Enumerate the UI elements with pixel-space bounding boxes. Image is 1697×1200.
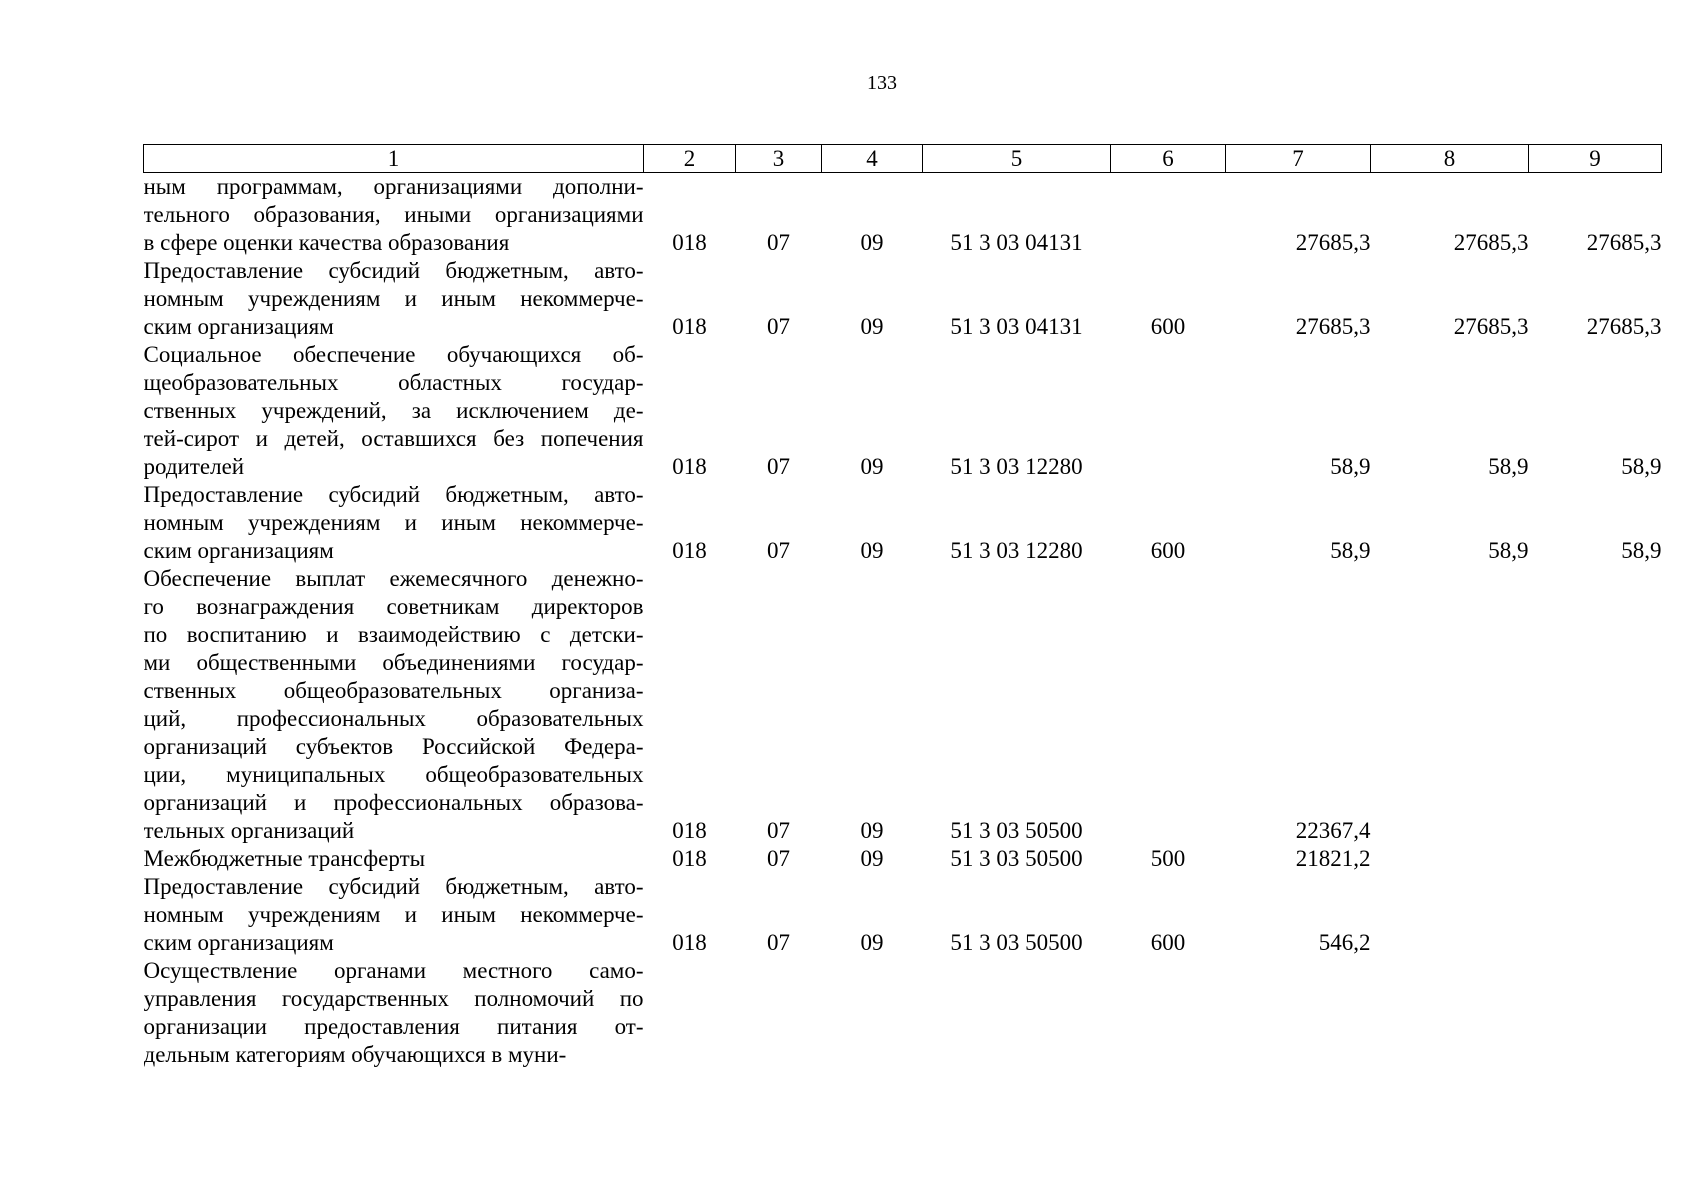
- amount-year-2: 58,9: [1488, 538, 1529, 563]
- expense-type-code: 600: [1150, 538, 1186, 563]
- section-code: 07: [767, 930, 790, 955]
- header-col-4: 4: [822, 145, 923, 173]
- amount-year-3: 58,9: [1621, 454, 1662, 479]
- target-article-code: 51 3 03 50500: [950, 930, 1083, 955]
- subsection-code: 09: [860, 230, 884, 255]
- header-col-9: 9: [1529, 145, 1662, 173]
- table-row: [144, 957, 1662, 1069]
- subsection-code: 09: [860, 846, 884, 871]
- description-line: тей-сирот и детей, оставшихся без попечения: [143, 426, 644, 451]
- description-line: Социальное обеспечение обучающихся об-: [143, 342, 644, 367]
- description-line: щеобразовательных областных государ-: [143, 370, 644, 395]
- subsection-code: 09: [860, 930, 884, 955]
- amount-year-1: 27685,3: [1295, 314, 1371, 339]
- table-body: [144, 173, 1662, 1070]
- ministry-code: 018: [672, 846, 707, 871]
- description-line: ским организациям: [143, 930, 334, 955]
- expense-type-code: 600: [1150, 314, 1186, 339]
- description-line: го вознаграждения советникам директоров: [143, 594, 644, 619]
- row-description: [144, 341, 644, 481]
- header-col-8: 8: [1371, 145, 1529, 173]
- subsection-code: 09: [860, 314, 884, 339]
- target-article-code: [923, 957, 1111, 1069]
- description-line: организации предоставления питания от-: [143, 1014, 644, 1039]
- description-line: Предоставление субсидий бюджетным, авто-: [143, 258, 644, 283]
- description-line: управления государственных полномочий по: [143, 986, 644, 1011]
- row-description: [144, 873, 644, 957]
- section-code: 07: [767, 818, 790, 843]
- amount-year-3: [1529, 957, 1662, 1069]
- expense-type-code: [1111, 341, 1226, 481]
- amount-year-1: 58,9: [1330, 454, 1371, 479]
- amount-year-3: [1529, 845, 1662, 873]
- amount-year-3: 27685,3: [1586, 314, 1662, 339]
- row-description: [144, 565, 644, 845]
- expense-type-code: [1111, 173, 1226, 258]
- target-article-code: 51 3 03 12280: [950, 454, 1083, 479]
- target-article-code: 51 3 03 50500: [950, 846, 1083, 871]
- header-col-6: 6: [1111, 145, 1226, 173]
- section-code: 07: [767, 454, 790, 479]
- subsection-code: 09: [860, 454, 884, 479]
- expense-type-code: [1111, 957, 1226, 1069]
- subsection-code: 09: [860, 538, 884, 563]
- header-col-5: 5: [923, 145, 1111, 173]
- amount-year-1: 27685,3: [1295, 230, 1371, 255]
- description-line: номным учреждениям и иным некоммерче-: [143, 902, 644, 927]
- section-code: 07: [767, 846, 790, 871]
- amount-year-2: [1371, 957, 1529, 1069]
- amount-year-1: 546,2: [1318, 930, 1371, 955]
- header-col-1: 1: [144, 145, 644, 173]
- amount-year-2: 27685,3: [1453, 314, 1529, 339]
- description-line: номным учреждениям и иным некоммерче-: [143, 510, 644, 535]
- ministry-code: 018: [672, 818, 707, 843]
- description-line: Предоставление субсидий бюджетным, авто-: [143, 482, 644, 507]
- description-line: родителей: [143, 454, 245, 479]
- description-line: Осуществление органами местного само-: [143, 958, 644, 983]
- description-line: тельных организаций: [143, 818, 355, 843]
- amount-year-3: [1529, 873, 1662, 957]
- ministry-code: 018: [672, 930, 707, 955]
- expense-type-code: [1111, 565, 1226, 845]
- description-line: по воспитанию и взаимодействию с детски-: [143, 622, 644, 647]
- table-row: [144, 481, 1662, 565]
- ministry-code: 018: [672, 230, 707, 255]
- amount-year-1: 58,9: [1330, 538, 1371, 563]
- description-line: ственных общеобразовательных организа-: [143, 678, 644, 703]
- target-article-code: 51 3 03 04131: [950, 230, 1083, 255]
- target-article-code: 51 3 03 04131: [950, 314, 1083, 339]
- budget-table: [143, 144, 1662, 1069]
- description-line: в сфере оценки качества образования: [143, 230, 510, 255]
- amount-year-3: 58,9: [1621, 538, 1662, 563]
- description-line: ций, профессиональных образовательных: [143, 706, 644, 731]
- ministry-code: 018: [672, 454, 707, 479]
- amount-year-2: [1371, 565, 1529, 845]
- table-row: [144, 565, 1662, 845]
- description-line: организаций и профессиональных образова-: [143, 790, 644, 815]
- amount-year-3: [1529, 565, 1662, 845]
- target-article-code: 51 3 03 50500: [950, 818, 1083, 843]
- description-line: Обеспечение выплат ежемесячного денежно-: [143, 566, 644, 591]
- row-description: [144, 481, 644, 565]
- section-code: 07: [767, 538, 790, 563]
- expense-type-code: 500: [1150, 846, 1186, 871]
- row-description: [144, 257, 644, 341]
- amount-year-2: 27685,3: [1453, 230, 1529, 255]
- description-line: ским организациям: [143, 538, 334, 563]
- target-article-code: 51 3 03 12280: [950, 538, 1083, 563]
- section-code: 07: [767, 314, 790, 339]
- row-description: [144, 957, 644, 1069]
- page-number: 133: [867, 72, 897, 94]
- description-line: ми общественными объединениями государ-: [143, 650, 644, 675]
- amount-year-2: [1371, 845, 1529, 873]
- description-line: Предоставление субсидий бюджетным, авто-: [143, 874, 644, 899]
- description-line: ции, муниципальных общеобразовательных: [143, 762, 644, 787]
- table-row: [144, 845, 1662, 873]
- table-row: [144, 257, 1662, 341]
- table-row: [144, 173, 1662, 258]
- subsection-code: [822, 957, 923, 1069]
- amount-year-3: 27685,3: [1586, 230, 1662, 255]
- description-line: ственных учреждений, за исключением де-: [143, 398, 644, 423]
- table-row: [144, 873, 1662, 957]
- header-col-7: 7: [1226, 145, 1371, 173]
- table-row: [144, 341, 1662, 481]
- description-line: ским организациям: [143, 314, 334, 339]
- ministry-code: 018: [672, 314, 707, 339]
- amount-year-2: [1371, 873, 1529, 957]
- expense-type-code: 600: [1150, 930, 1186, 955]
- description-line: организаций субъектов Российской Федера-: [143, 734, 644, 759]
- description-line: ным программам, организациями дополни-: [143, 174, 644, 199]
- amount-year-2: 58,9: [1488, 454, 1529, 479]
- row-description: [144, 845, 644, 873]
- section-code: 07: [767, 230, 790, 255]
- header-col-3: 3: [736, 145, 822, 173]
- amount-year-1: [1226, 957, 1371, 1069]
- amount-year-1: 21821,2: [1295, 846, 1371, 871]
- description-line: тельного образования, иными организациями: [143, 202, 644, 227]
- amount-year-1: 22367,4: [1295, 818, 1371, 843]
- subsection-code: 09: [860, 818, 884, 843]
- header-col-2: 2: [644, 145, 736, 173]
- ministry-code: [644, 957, 736, 1069]
- description-line: Межбюджетные трансферты: [143, 846, 426, 871]
- description-line: номным учреждениям и иным некоммерче-: [143, 286, 644, 311]
- row-description: [144, 173, 644, 258]
- section-code: [736, 957, 822, 1069]
- ministry-code: 018: [672, 538, 707, 563]
- column-number-header: [144, 145, 1662, 173]
- description-line: дельным категориям обучающихся в муни-: [143, 1042, 567, 1067]
